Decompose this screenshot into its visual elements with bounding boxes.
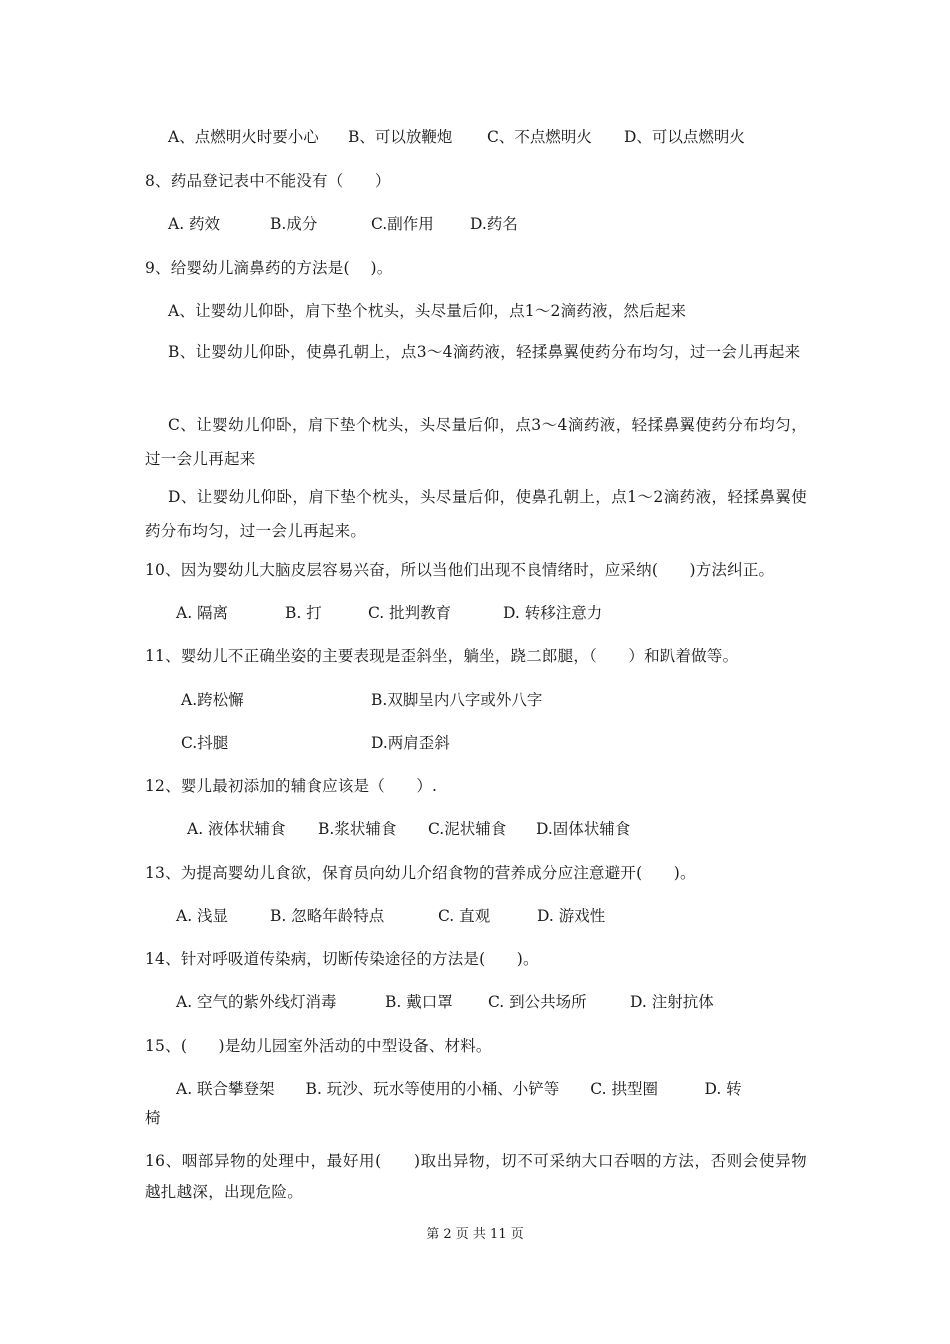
q13-stem: 13、为提高婴幼儿食欲，保育员向幼儿介绍食物的营养成分应注意避开( )。 bbox=[145, 864, 696, 882]
q7-option-c: C、不点燃明火 bbox=[487, 128, 592, 146]
q8-option-b: B.成分 bbox=[270, 215, 318, 233]
q11-option-c: C.抖腿 bbox=[181, 734, 229, 752]
q10-option-c: C. 批判教育 bbox=[368, 604, 452, 622]
q9-option-a: A、让婴幼儿仰卧，肩下垫个枕头，头尽量后仰，点1～2滴药液，然后起来 bbox=[168, 302, 687, 320]
q15-stem: 15、( )是幼儿园室外活动的中型设备、材料。 bbox=[145, 1037, 492, 1055]
q10-option-d: D. 转移注意力 bbox=[503, 604, 603, 622]
q13-option-d: D. 游戏性 bbox=[537, 907, 606, 925]
q11-option-d: D.两肩歪斜 bbox=[371, 734, 450, 752]
q8-option-c: C.副作用 bbox=[371, 215, 434, 233]
q10-stem: 10、因为婴幼儿大脑皮层容易兴奋，所以当他们出现不良情绪时，应采纳( )方法纠正。 bbox=[145, 561, 775, 579]
q13-option-a: A. 浅显 bbox=[176, 907, 229, 925]
q14-option-a: A. 空气的紫外线灯消毒 bbox=[176, 993, 337, 1011]
q14-option-d: D. 注射抗体 bbox=[630, 993, 714, 1011]
q7-option-a: A、点燃明火时要小心 bbox=[168, 128, 319, 146]
q13-option-b: B. 忽略年龄特点 bbox=[270, 907, 385, 925]
q15-options-wrap: 椅 bbox=[145, 1109, 161, 1127]
q12-option-a: A. 液体状辅食 bbox=[187, 820, 286, 838]
q14-option-c: C. 到公共场所 bbox=[488, 993, 587, 1011]
q12-stem: 12、婴儿最初添加的辅食应该是（ ）. bbox=[145, 777, 438, 795]
q11-stem: 11、婴幼儿不正确坐姿的主要表现是歪斜坐，躺坐，跷二郎腿，（ ）和趴着做等。 bbox=[145, 647, 739, 665]
q7-option-b: B、可以放鞭炮 bbox=[348, 128, 453, 146]
q7-option-d: D、可以点燃明火 bbox=[624, 128, 745, 146]
q13-option-c: C. 直观 bbox=[438, 907, 491, 925]
page-footer: 第 2 页 共 11 页 bbox=[426, 1227, 524, 1242]
q8-stem: 8、药品登记表中不能没有（ ） bbox=[145, 172, 391, 190]
q10-option-b: B. 打 bbox=[285, 604, 322, 622]
q8-option-d: D.药名 bbox=[470, 215, 518, 233]
q11-option-b: B.双脚呈内八字或外八字 bbox=[371, 691, 543, 709]
q10-option-a: A. 隔离 bbox=[176, 604, 229, 622]
q11-option-a: A.跨松懈 bbox=[181, 691, 244, 709]
q12-option-c: C.泥状辅食 bbox=[428, 820, 507, 838]
q14-stem: 14、针对呼吸道传染病，切断传染途径的方法是( )。 bbox=[145, 950, 539, 968]
q9-option-c: C、让婴幼儿仰卧，肩下垫个枕头，头尽量后仰，点3～4滴药液，轻揉鼻翼使药分布均匀，过一会儿再起来 bbox=[145, 416, 807, 468]
q14-option-b: B. 戴口罩 bbox=[385, 993, 453, 1011]
q9-option-d: D、让婴幼儿仰卧，肩下垫个枕头，头尽量后仰，使鼻孔朝上，点1～2滴药液，轻揉鼻翼使药分布均匀，过一会儿再起来。 bbox=[145, 488, 807, 540]
q8-option-a: A. 药效 bbox=[168, 215, 221, 233]
q15-options: A. 联合攀登架 B. 玩沙、玩水等使用的小桶、小铲等 C. 拱型圈 D. 转 bbox=[176, 1080, 742, 1098]
q16-stem: 16、咽部异物的处理中，最好用( )取出异物，切不可采纳大口吞咽的方法，否则会使异物越扎越深，出现危险。 bbox=[145, 1152, 807, 1201]
q9-option-b: B、让婴幼儿仰卧，使鼻孔朝上，点3～4滴药液，轻揉鼻翼使药分布均匀，过一会儿再起来 bbox=[168, 343, 801, 361]
q9-stem: 9、给婴幼儿滴鼻药的方法是( )。 bbox=[145, 259, 393, 277]
q12-option-d: D.固体状辅食 bbox=[536, 820, 631, 838]
q12-option-b: B.浆状辅食 bbox=[318, 820, 397, 838]
